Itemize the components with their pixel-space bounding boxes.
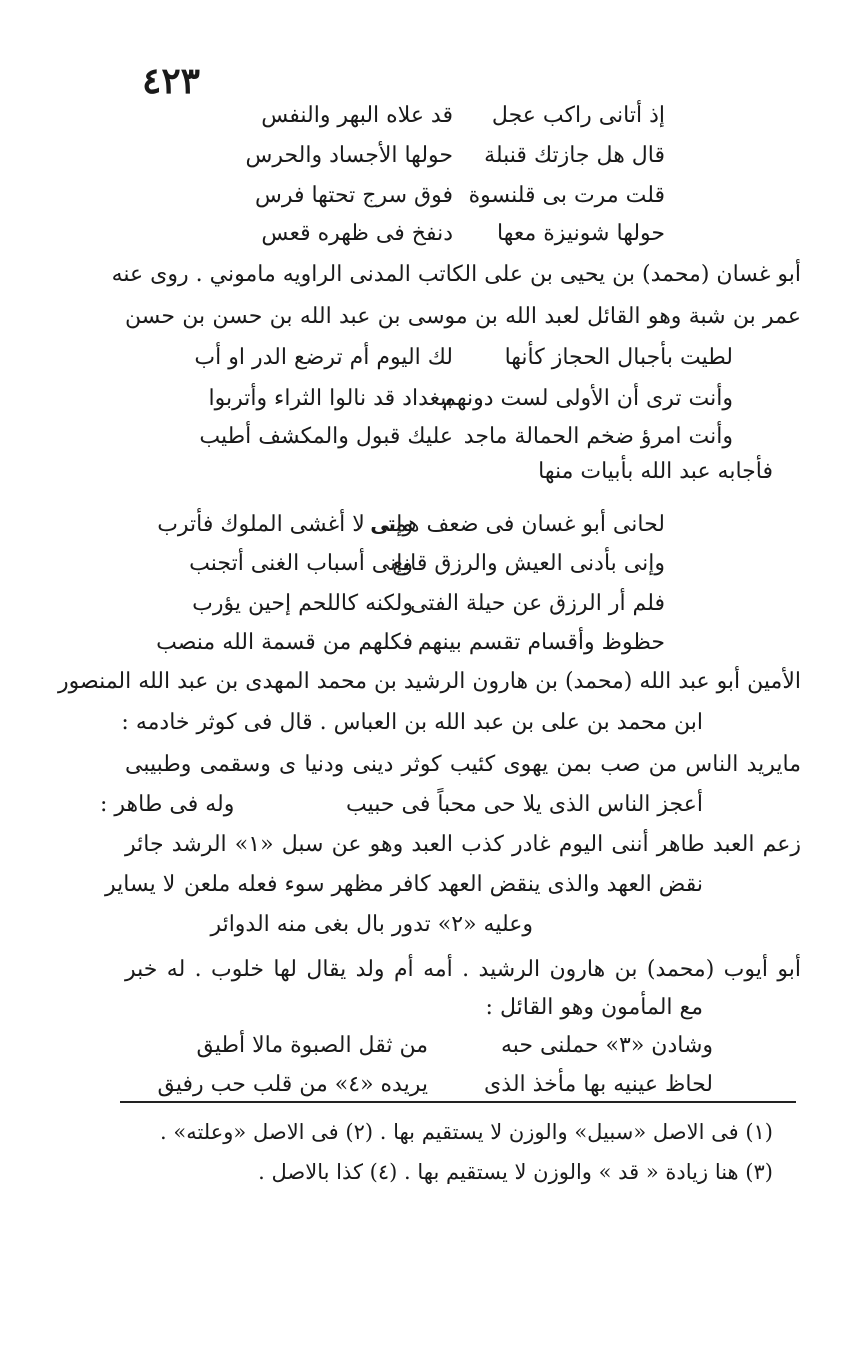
poem4-line1-first-hemistich: وشادن «٣» حملنى حبه xyxy=(500,1033,713,1058)
poem1-line3-second-hemistich: فوق سرج تحتها فرس xyxy=(254,183,453,208)
poem1-line3-first-hemistich: قلت مرت بى قلنسوة xyxy=(468,183,665,208)
poem4-line1-second-hemistich: من ثقل الصبوة مالا أطيق xyxy=(196,1033,428,1058)
poem3-line1-first-hemistich: لحانى أبو غسان فى ضعف همتى xyxy=(370,512,665,537)
entry-abu-ghassan-line1: أبو غسان (محمد) بن يحيى بن على الكاتب المدنى الراويه ماموني . روى عنه xyxy=(111,262,801,287)
poem2-line3-second-hemistich: عليك قبول والمكشف أطيب xyxy=(199,424,453,449)
entry-abu-ayyub-line2: مع المأمون وهو القائل : xyxy=(485,995,703,1020)
poem2-line1-second-hemistich: لك اليوم أم ترضع الدر او أب xyxy=(194,345,453,370)
page-number: ٤٢٣ xyxy=(142,60,201,102)
entry-al-amin-line1: الأمين أبو عبد الله (محمد) بن هارون الرشيد بن محمد المهدى بن عبد الله المنصور xyxy=(58,669,801,694)
poem2-line2-first-hemistich: وأنت ترى أن الأولى لست دونهم xyxy=(442,386,733,411)
amin-verse-line2: أعجز الناس الذى يلا حى محباً فى حبيب xyxy=(346,792,703,817)
amin-verse-line4-end: لا يساير xyxy=(105,872,176,897)
poem2-line2-second-hemistich: ببغداد قد نالوا الثراء وأتربوا xyxy=(208,386,453,411)
poem4-line2-second-hemistich: يريده «٤» من قلب حب رفيق xyxy=(157,1072,428,1097)
poem1-line2-first-hemistich: قال هل جازتك قنبلة xyxy=(484,143,665,168)
poem2-line3-first-hemistich: وأنت امرؤ ضخم الحمالة ماجد xyxy=(463,424,733,449)
amin-verse-heading-tahir: وله فى طاهر : xyxy=(100,792,235,817)
footnote-line2: (٣) هنا زيادة « قد » والوزن لا يستقيم بها . (٤) كذا بالاصل . xyxy=(258,1160,773,1184)
amin-verse-line5: وعليه «٢» تدور بال بغى منه الدوائر xyxy=(210,912,533,937)
poem1-line1-second-hemistich: قد علاه البهر والنفس xyxy=(261,103,453,128)
poem1-line4-first-hemistich: حولها شونيزة معها xyxy=(497,221,665,246)
poem2-line1-first-hemistich: لطيت بأجبال الحجاز كأنها xyxy=(504,345,733,370)
entry-abu-ayyub-line1: أبو أيوب (محمد) بن هارون الرشيد . أمه أم ولد يقال لها خلوب . له خبر xyxy=(125,957,801,982)
reply-intro: فأجابه عبد الله بأبيات منها xyxy=(538,459,773,484)
poem3-line4-first-hemistich: حظوظ وأقسام تقسم بينهم xyxy=(417,630,665,655)
poem1-line1-first-hemistich: إذ أتانى راكب عجل xyxy=(491,103,665,128)
entry-abu-ghassan-line2: عمر بن شبة وهو القائل لعبد الله بن موسى بن عبد الله بن حسن بن حسن xyxy=(125,304,801,329)
poem3-line4-second-hemistich: فكلهم من قسمة الله منصب xyxy=(156,630,413,655)
poem1-line4-second-hemistich: دنفخ فى ظهره قعس xyxy=(261,221,453,246)
amin-verse-line3: زعم العبد طاهر أننى اليوم غادر كذب العبد وهو عن سبل «١» الرشد جائر xyxy=(125,832,801,857)
entry-al-amin-line2: ابن محمد بن على بن عبد الله بن العباس . قال فى كوثر خادمه : xyxy=(121,710,703,735)
amin-verse-line4: نقض العهد والذى ينقض العهد كافر مظهر سوء فعله ملعن xyxy=(183,872,703,897)
footnote-divider xyxy=(120,1101,796,1103)
poem1-line2-second-hemistich: حولها الأجساد والحرس xyxy=(245,143,453,168)
amin-verse-line1: مايريد الناس من صب بمن يهوى كئيب كوثر دينى ودنيا ى وسقمى وطبيبى xyxy=(125,752,801,777)
footnote-line1: (١) فى الاصل «سبيل» والوزن لا يستقيم بها . (٢) فى الاصل «وعلته» . xyxy=(160,1120,773,1144)
poem4-line2-first-hemistich: لحاظ عينيه بها مأخذ الذى xyxy=(484,1072,713,1097)
poem3-line3-first-hemistich: فلم أر الرزق عن حيلة الفتى xyxy=(410,591,665,616)
poem3-line1-second-hemistich: وإنى لا أغشى الملوك فأترب xyxy=(157,512,413,537)
poem3-line2-first-hemistich: وإنى بأدنى العيش والرزق قانع xyxy=(392,551,665,576)
poem3-line2-second-hemistich: وإنى أسباب الغنى أتجنب xyxy=(189,551,413,576)
poem3-line3-second-hemistich: ولكنه كاللحم إحين يؤرب xyxy=(192,591,413,616)
